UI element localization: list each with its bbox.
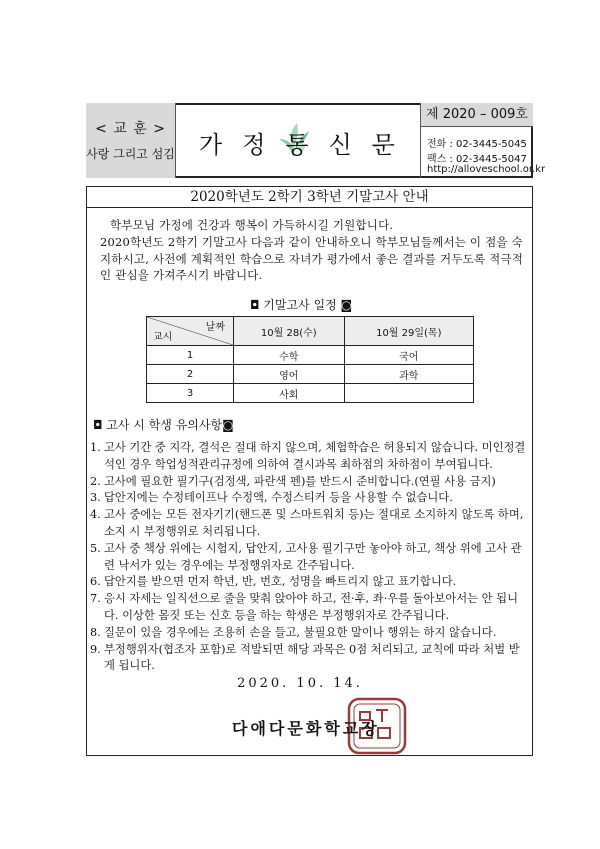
rule-number: 8.	[90, 625, 101, 639]
rule-number: 4.	[90, 508, 101, 522]
subject-cell: 수학	[234, 346, 345, 365]
corner-period-label: 교시	[153, 332, 173, 343]
principal-signature: 다애다문화학교장	[232, 719, 380, 738]
list-item	[90, 474, 530, 491]
corner-cell	[147, 317, 234, 346]
rule-number: 1.	[90, 441, 101, 454]
issue-number: 제 2020 – 009호	[421, 103, 533, 127]
title-box	[176, 103, 421, 178]
rules-heading: ◘ 고사 시 학생 유의사항◙	[93, 418, 234, 432]
rule-text: 고사 기간 중 지각, 결석은 절대 하지 않으며, 체험학습은 허용되지 않습니다. 미인정결석인 경우 학업성적관리규정에 의하여 결시과목 최하점의 차하점이 부여됩니다.	[104, 441, 526, 471]
motto-text: 사랑 그리고 섬김	[86, 147, 175, 161]
rule-number: 7.	[90, 592, 101, 606]
rule-text: 부정행위자(협조자 포함)로 적발되면 해당 과목은 0점 처리되고, 교칙에 따라 처벌 받게 됩니다.	[104, 642, 520, 673]
period-cell: 1	[147, 346, 234, 365]
subject-cell: 과학	[344, 365, 473, 384]
rule-text: 응시 자세는 일직선으로 줄을 맞춰 앉아야 하고, 전·후, 좌·우를 돌아보아서는 안 됩니다. 이상한 몸짓 또는 신호 등을 하는 학생은 부정행위자로 간주됩니다.	[104, 592, 518, 622]
list-item	[90, 541, 530, 575]
list-item	[90, 574, 530, 591]
rule-text: 고사 중 책상 위에는 시험지, 답안지, 고사용 필기구만 놓아야 하고, 책상 위에 고사 관련 낙서가 있는 경우에는 부정행위자로 간주됩니다.	[104, 541, 522, 572]
table-row	[147, 384, 474, 403]
motto-title: < 교 훈 >	[95, 121, 166, 137]
subject-cell: 사회	[234, 384, 345, 403]
newsletter-title: 가정통신문	[199, 131, 415, 159]
subject-cell: 국어	[344, 346, 473, 365]
exam-schedule-table	[146, 316, 474, 403]
phone-number: 전화 : 02-3445-5045	[427, 139, 527, 150]
list-item	[90, 625, 530, 642]
school-url[interactable]: http://alloveschool.or.kr	[427, 164, 546, 175]
school-motto-box	[86, 103, 176, 178]
list-item	[90, 507, 530, 541]
list-item	[90, 440, 530, 474]
column-header-day1: 10월 28(수)	[234, 317, 345, 346]
rule-number: 9.	[90, 642, 101, 656]
intro-greeting: 학부모님 가정에 건강과 행복이 가득하시길 기원합니다.	[110, 218, 394, 232]
table-header-row	[147, 317, 474, 346]
rule-number: 2.	[90, 474, 101, 488]
subject-cell	[344, 384, 473, 403]
subject-cell: 영어	[234, 365, 345, 384]
intro-body: 2020학년도 2학기 기말고사 다음과 같이 안내하오니 학부모님들께서는 이 점을 숙지하시고, 사전에 계획적인 학습으로 자녀가 평가에서 좋은 결과를 거두도록 적극적인 관심을 가져주시기 바랍니다.	[100, 235, 524, 282]
rule-number: 6.	[90, 575, 101, 589]
rule-text: 고사 중에는 모든 전자기기(핸드폰 및 스마트워치 등)는 절대로 소지하지 않도록 하며, 소지 시 부정행위로 처리됩니다.	[104, 508, 524, 538]
rule-text: 답안지를 받으면 먼저 학년, 반, 번호, 성명을 빠트리지 않고 표기합니다.	[104, 575, 457, 589]
rule-text: 고사에 필요한 필기구(검정색, 파란색 펜)를 반드시 준비합니다.(연필 사용 금지)	[104, 474, 496, 488]
column-header-day2: 10월 29일(목)	[344, 317, 473, 346]
table-row	[147, 365, 474, 384]
schedule-heading: ◘ 기말고사 일정 ◙	[250, 298, 353, 312]
list-item	[90, 591, 530, 625]
fax-number: 팩스 : 02-3445-5047	[427, 154, 527, 165]
rule-text: 질문이 있을 경우에는 조용히 손을 들고, 불필요한 말이나 행위는 하지 않습니다.	[104, 625, 497, 639]
rule-text: 답안지에는 수정테이프나 수정액, 수정스티커 등을 사용할 수 없습니다.	[104, 491, 453, 505]
issue-date: 2020. 10. 14.	[237, 676, 363, 691]
rule-number: 3.	[90, 491, 101, 505]
rule-number: 5.	[90, 541, 101, 555]
list-item	[90, 490, 530, 507]
issue-info-box	[421, 103, 546, 178]
corner-date-label: 날짜	[205, 322, 225, 333]
rules-list	[90, 440, 530, 675]
table-row	[147, 346, 474, 365]
list-item	[90, 642, 530, 676]
period-cell: 2	[147, 365, 234, 384]
period-cell: 3	[147, 384, 234, 403]
notice-subject: 2020학년도 2학기 3학년 기말고사 안내	[86, 186, 533, 208]
